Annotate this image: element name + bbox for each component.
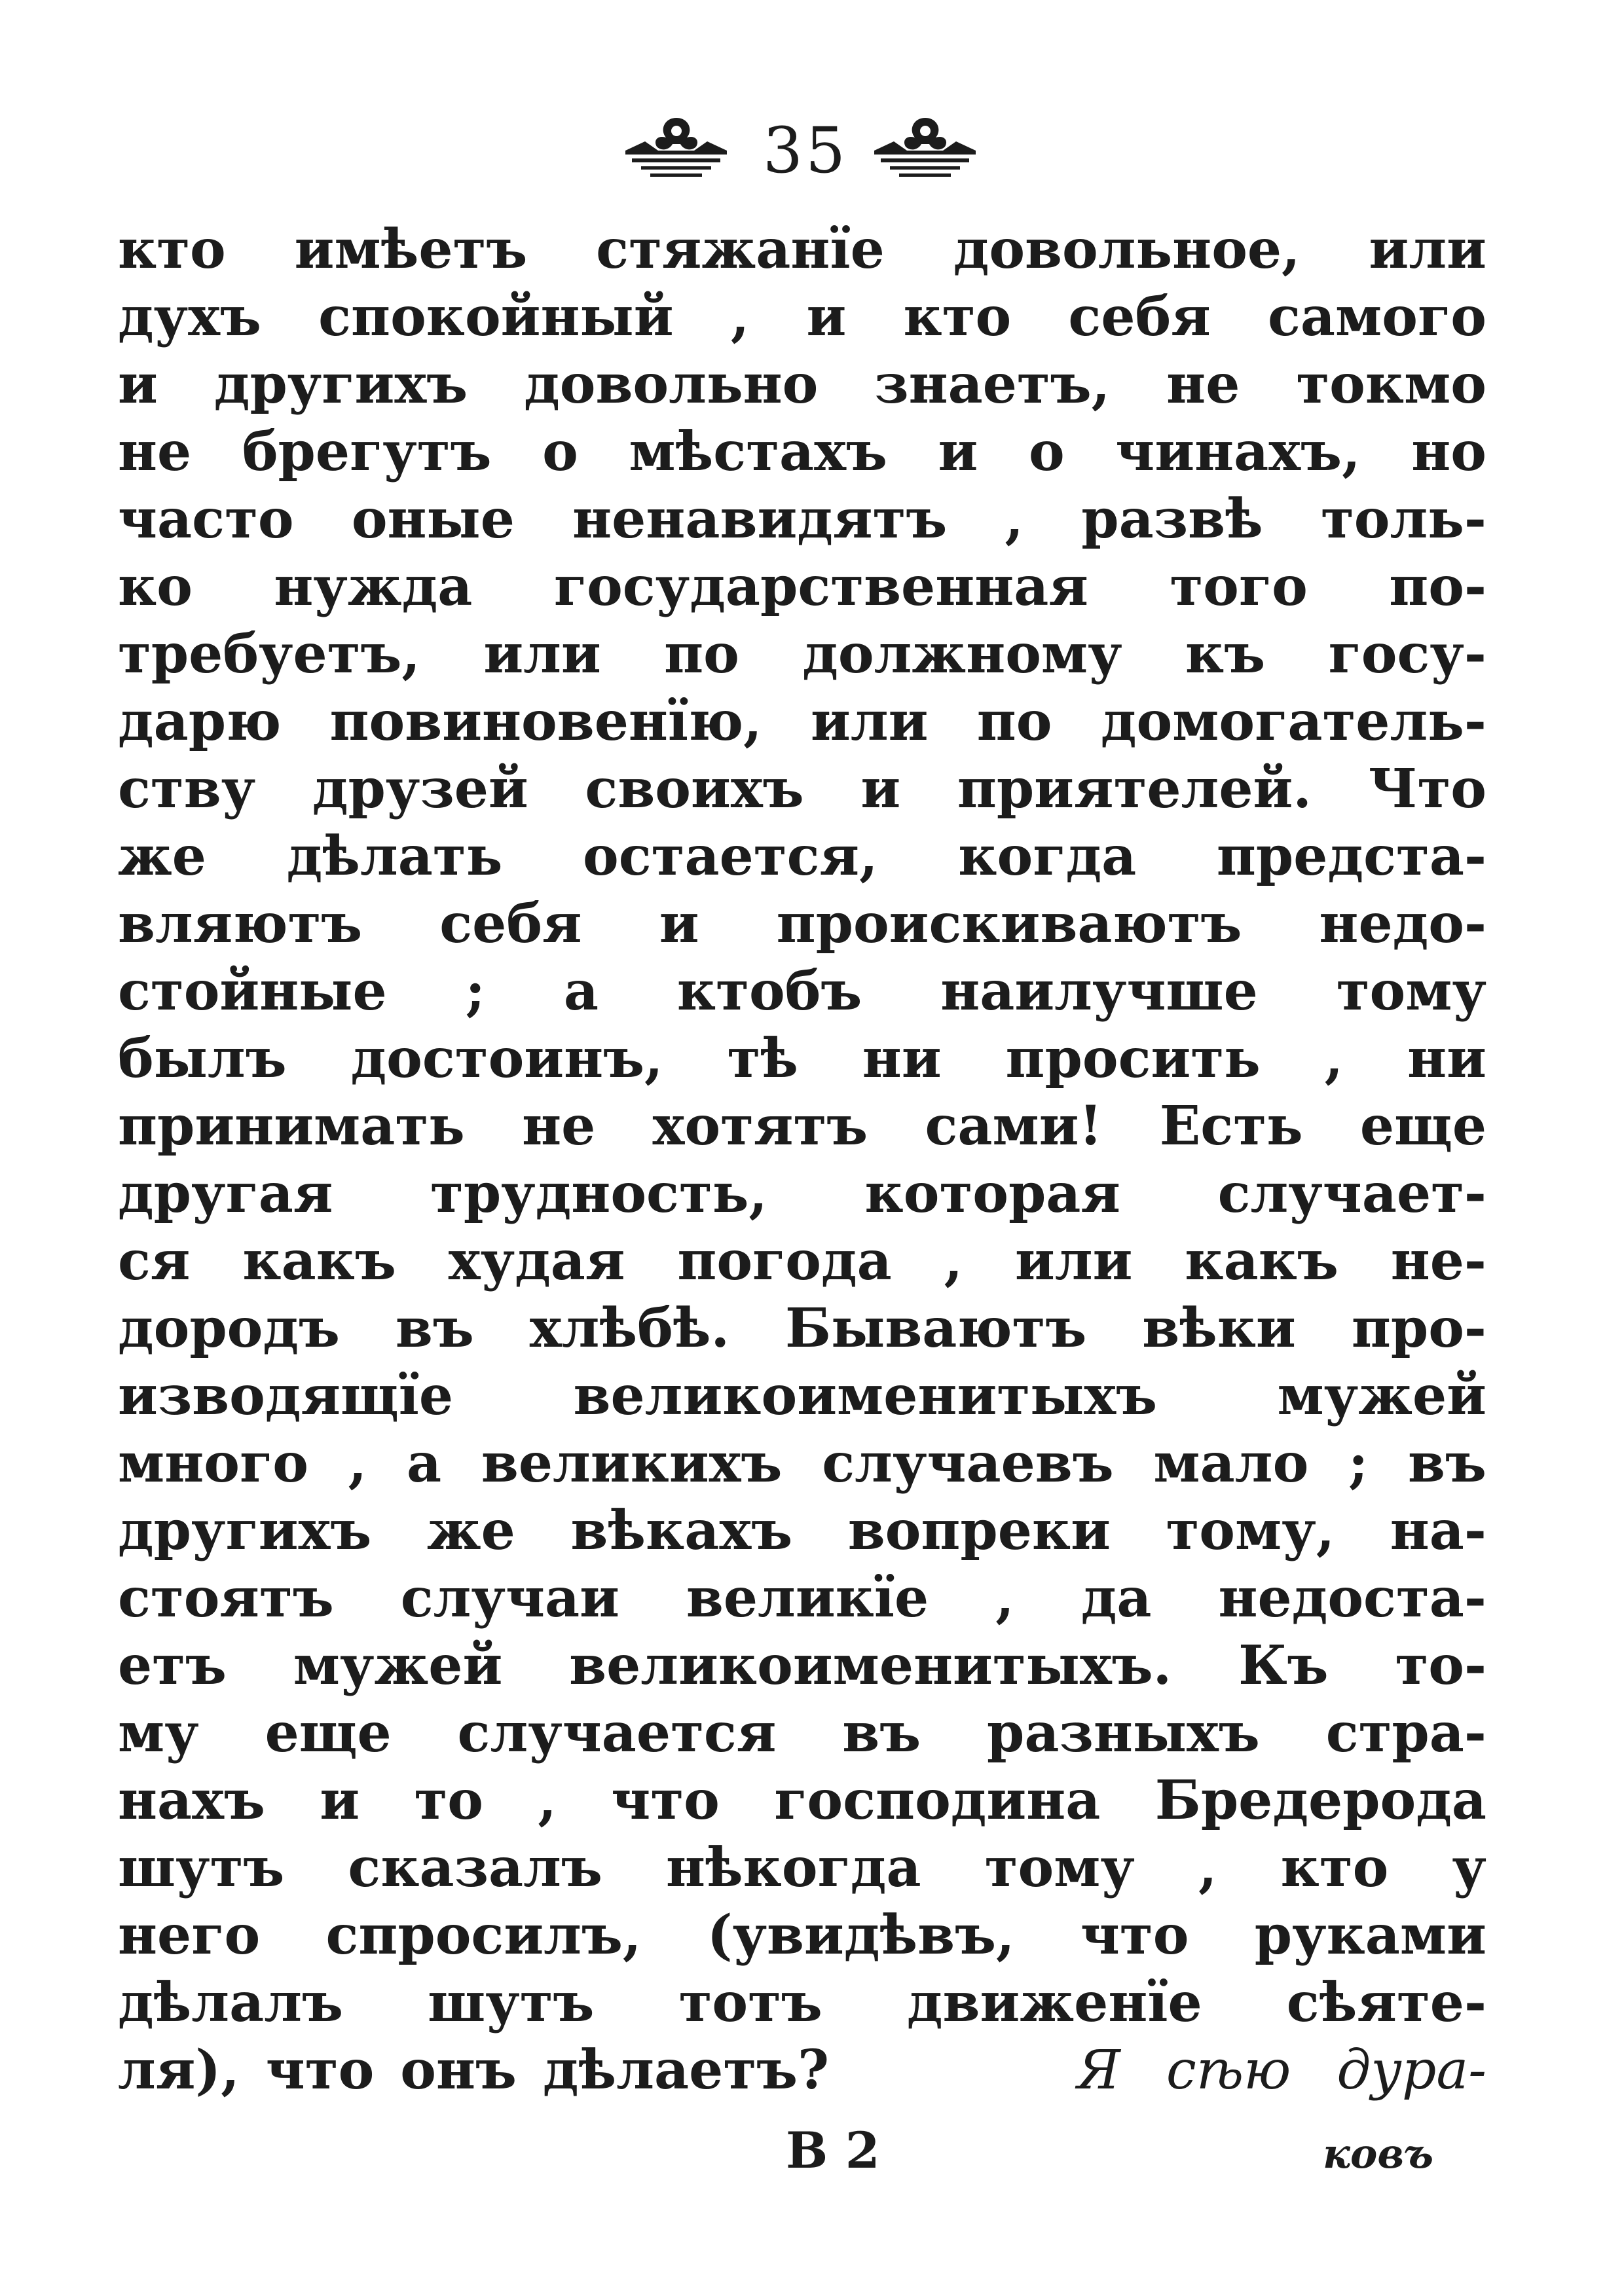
text-line [118,1093,1486,1160]
word: былъ [118,1027,287,1090]
word: или [1015,1230,1133,1292]
word: хотятъ [652,1095,868,1157]
word: въ [842,1702,921,1764]
text-line [118,486,1486,553]
word: и [118,353,158,416]
word: проискиваютъ [776,892,1242,955]
fleuron-ornament-left-icon [619,111,733,183]
word: Бываютъ [785,1297,1087,1360]
word: брегутъ [242,420,492,483]
word: какъ [242,1230,396,1292]
text-line [118,1565,1486,1632]
word: оные [351,488,515,551]
word: Бредерода [1154,1769,1486,1832]
word: часто [118,488,294,551]
text-line [118,756,1486,823]
word: вѣкахъ [570,1499,793,1562]
word: Что [1368,757,1486,820]
italic-word: Я [1077,2039,1120,2102]
word: Къ [1238,1634,1329,1697]
text-line [118,1160,1486,1228]
word: на- [1390,1499,1486,1562]
signature-mark: В 2 [786,2121,880,2179]
word: , [1198,1836,1217,1899]
word: должному [802,623,1122,685]
word: изводящїе [118,1364,454,1427]
text-line [118,553,1486,621]
text-line [118,418,1486,486]
word: довольно [524,353,819,416]
word: худая [448,1230,625,1292]
word: , [995,1567,1014,1630]
word: , [730,285,750,348]
word: токмо [1296,353,1486,416]
word: господина [774,1769,1101,1832]
word: какъ [1185,1230,1338,1292]
text-line [118,890,1486,958]
word: мало [1153,1432,1309,1495]
word: а [406,1432,442,1495]
word: великоименитыхъ. [569,1634,1172,1697]
word: по- [1389,555,1486,618]
word: не [118,420,192,483]
page-footer [0,2115,1624,2187]
word: госу- [1328,623,1486,685]
word: которая [864,1162,1120,1225]
word: просить [1005,1027,1261,1090]
word: разныхъ [987,1702,1260,1764]
word: домогатель- [1100,690,1486,753]
word: что [611,1769,720,1832]
word: тѣ [727,1027,798,1090]
word: и [320,1769,360,1832]
word: а [563,960,599,1023]
word: же [118,825,206,888]
word: шутъ [428,1971,595,2034]
word: тому [984,1836,1135,1899]
word: движенїе [906,1971,1202,2034]
word: или [483,623,601,685]
word: , [538,1769,557,1832]
word: мужей [1277,1364,1486,1427]
word: да [1080,1567,1152,1630]
text-line [118,216,1486,283]
word: по [976,690,1052,753]
word: наилучше [940,960,1258,1023]
text-line [118,1834,1486,1902]
word: трудность, [430,1162,767,1225]
word: принимать [118,1095,465,1157]
text-line [118,1430,1486,1497]
text-line [118,1295,1486,1362]
word: недо- [1319,892,1486,955]
word: тому [1336,960,1486,1023]
word: не [1166,353,1240,416]
word: руками [1254,1904,1486,1967]
word: хлѣбѣ. [529,1297,730,1360]
word: достоинъ, [350,1027,663,1090]
word: о [1028,420,1065,483]
word: друзей [312,757,528,820]
text-line [118,1969,1486,2037]
word: сами! [925,1095,1103,1157]
word: ; [1348,1432,1369,1495]
word: кто [1280,1836,1389,1899]
word: въ [1408,1432,1486,1495]
word: му [118,1702,199,1764]
word: недоста- [1218,1567,1486,1630]
word: кто [118,218,226,281]
word: довольное, [953,218,1301,281]
word: ко [118,555,193,618]
word: къ [1185,623,1266,685]
word: , [1324,1027,1344,1090]
word: по [664,623,739,685]
italic-quote [1077,2037,1486,2104]
text-line [118,1767,1486,1834]
word: или [811,690,929,753]
word: стяжанїе [596,218,885,281]
word: , [348,1432,367,1495]
word: но [1411,420,1486,483]
word: ; [465,960,485,1023]
word: остается, [583,825,878,888]
word: онъ [400,2039,517,2102]
word: кто [903,285,1012,348]
word: сказалъ [348,1836,602,1899]
word: предста- [1216,825,1486,888]
word: етъ [118,1634,227,1697]
word: о [542,420,578,483]
text-line [118,351,1486,418]
word: ству [118,757,256,820]
word: духъ [118,285,261,348]
word: что [265,2039,375,2102]
word: стра- [1325,1702,1486,1764]
word: случает- [1217,1162,1486,1225]
word: ся [118,1230,191,1292]
italic-word: дура- [1337,2039,1486,2102]
text-line [118,688,1486,756]
page-number: 35 [762,114,849,187]
word: вляютъ [118,892,363,955]
word: развѣ [1081,488,1263,551]
word: когда [958,825,1137,888]
word: другая [118,1162,333,1225]
text-line [118,1362,1486,1430]
word: дѣлаетъ? [542,2039,830,2102]
word: вѣки [1142,1297,1296,1360]
word: себя [1068,285,1211,348]
word: имѣетъ [294,218,528,281]
text-line [118,1902,1486,1969]
word: стойные [118,960,387,1023]
word: случаи [400,1567,619,1630]
page-header [0,98,1624,203]
word: что [1080,1904,1189,1967]
word: стоятъ [118,1567,334,1630]
word: случаевъ [822,1432,1114,1495]
text-line [118,283,1486,351]
word: не- [1390,1230,1486,1292]
word: , [1005,488,1024,551]
word: великихъ [481,1432,783,1495]
word: дарю [118,690,282,753]
italic-word: сѣю [1166,2039,1291,2102]
word: другихъ [213,353,468,416]
body-text [118,216,1486,2104]
word: приятелей. [957,757,1312,820]
word: себя [439,892,582,955]
word: тому, [1166,1499,1335,1562]
word: тотъ [678,1971,822,2034]
word: вопреки [847,1499,1111,1562]
word: дородъ [118,1297,340,1360]
word: толь- [1320,488,1486,551]
word: великоименитыхъ [573,1364,1158,1427]
word: него [118,1904,261,1967]
word: дѣлалъ [118,1971,343,2034]
text-line [118,958,1486,1025]
word: того [1170,555,1308,618]
word: знаетъ, [874,353,1111,416]
word: самого [1267,285,1486,348]
word: же [426,1499,515,1562]
word: спокойный [318,285,674,348]
word: требуетъ, [118,623,420,685]
word: своихъ [585,757,804,820]
word: ктобъ [676,960,862,1023]
word: или [1369,218,1486,281]
word: государственная [553,555,1088,618]
word: шутъ [118,1836,285,1899]
word: не [522,1095,596,1157]
word: чинахъ, [1115,420,1361,483]
word: Есть [1159,1095,1303,1157]
word: еще [1359,1095,1486,1157]
word: и [938,420,978,483]
word: мѣстахъ [629,420,887,483]
word: и [806,285,847,348]
word: то [414,1769,484,1832]
text-line [118,1497,1486,1565]
word: повиновенїю, [329,690,762,753]
word: великїе [686,1567,929,1630]
text-line [118,1700,1486,1767]
text-line [118,1632,1486,1700]
word: ненавидятъ [572,488,948,551]
word: ни [862,1027,942,1090]
word: нужда [274,555,473,618]
word: въ [395,1297,474,1360]
word: погода [677,1230,892,1292]
word: ля), [118,2039,240,2102]
word: ни [1407,1027,1486,1090]
text-line [118,621,1486,688]
word: нахъ [118,1769,265,1832]
word: еще [265,1702,392,1764]
fleuron-ornament-right-icon [868,111,982,183]
word: и [659,892,699,955]
word: про- [1351,1297,1486,1360]
word: у [1452,1836,1486,1899]
text-line [118,1228,1486,1295]
word: случается [457,1702,777,1764]
word: (увидѣвъ, [707,1904,1015,1967]
word: спросилъ, [325,1904,642,1967]
text-line [118,823,1486,890]
text-line [118,1025,1486,1093]
text-line [118,2037,1486,2104]
word: дѣлать [286,825,503,888]
word: , [944,1230,963,1292]
word: то- [1395,1634,1486,1697]
word: мужей [293,1634,503,1697]
word: нѣкогда [665,1836,921,1899]
word: и [860,757,901,820]
word: сѣяте- [1286,1971,1486,2034]
word: много [118,1432,308,1495]
word: другихъ [118,1499,372,1562]
catchword: ковъ [1323,2130,1434,2178]
